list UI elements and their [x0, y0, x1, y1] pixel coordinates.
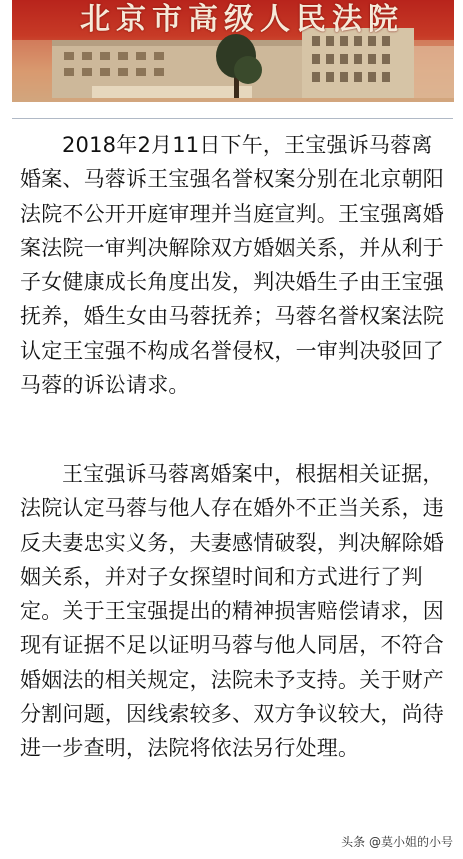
- article-paragraph-2: 王宝强诉马蓉离婚案中，根据相关证据，法院认定马蓉与他人存在婚外不正当关系，违反夫妻忠实义务，夫妻感情破裂，判决解除婚姻关系，并对子女探望时间和方式进行了判定。关于王宝强提出的精神损害赔偿请求，因现有证据不足以证明马蓉与他人同居，不符合婚姻法的相关规定，法院未予支持。关于财产分割问题，因线索较多、双方争议较大，尚待进一步查明，法院将依法另行处理。: [20, 462, 444, 761]
- source-watermark: 头条 @莫小姐的小号: [341, 835, 453, 849]
- divider: [12, 118, 453, 119]
- banner-title: 北京市高级人民法院: [80, 2, 404, 37]
- court-banner-image: [12, 0, 454, 102]
- article-paragraph-1: 2018年2月11日下午，王宝强诉马蓉离婚案、马蓉诉王宝强名誉权案分别在北京朝阳法院不公开开庭审理并当庭宣判。王宝强离婚案法院一审判决解除双方婚姻关系，并从利于子女健康成长角度出发，判决婚生子由王宝强抚养，婚生女由马蓉抚养；马蓉名誉权案法院认定王宝强不构成名誉侵权，一审判决驳回了马蓉的诉讼请求。: [20, 133, 444, 398]
